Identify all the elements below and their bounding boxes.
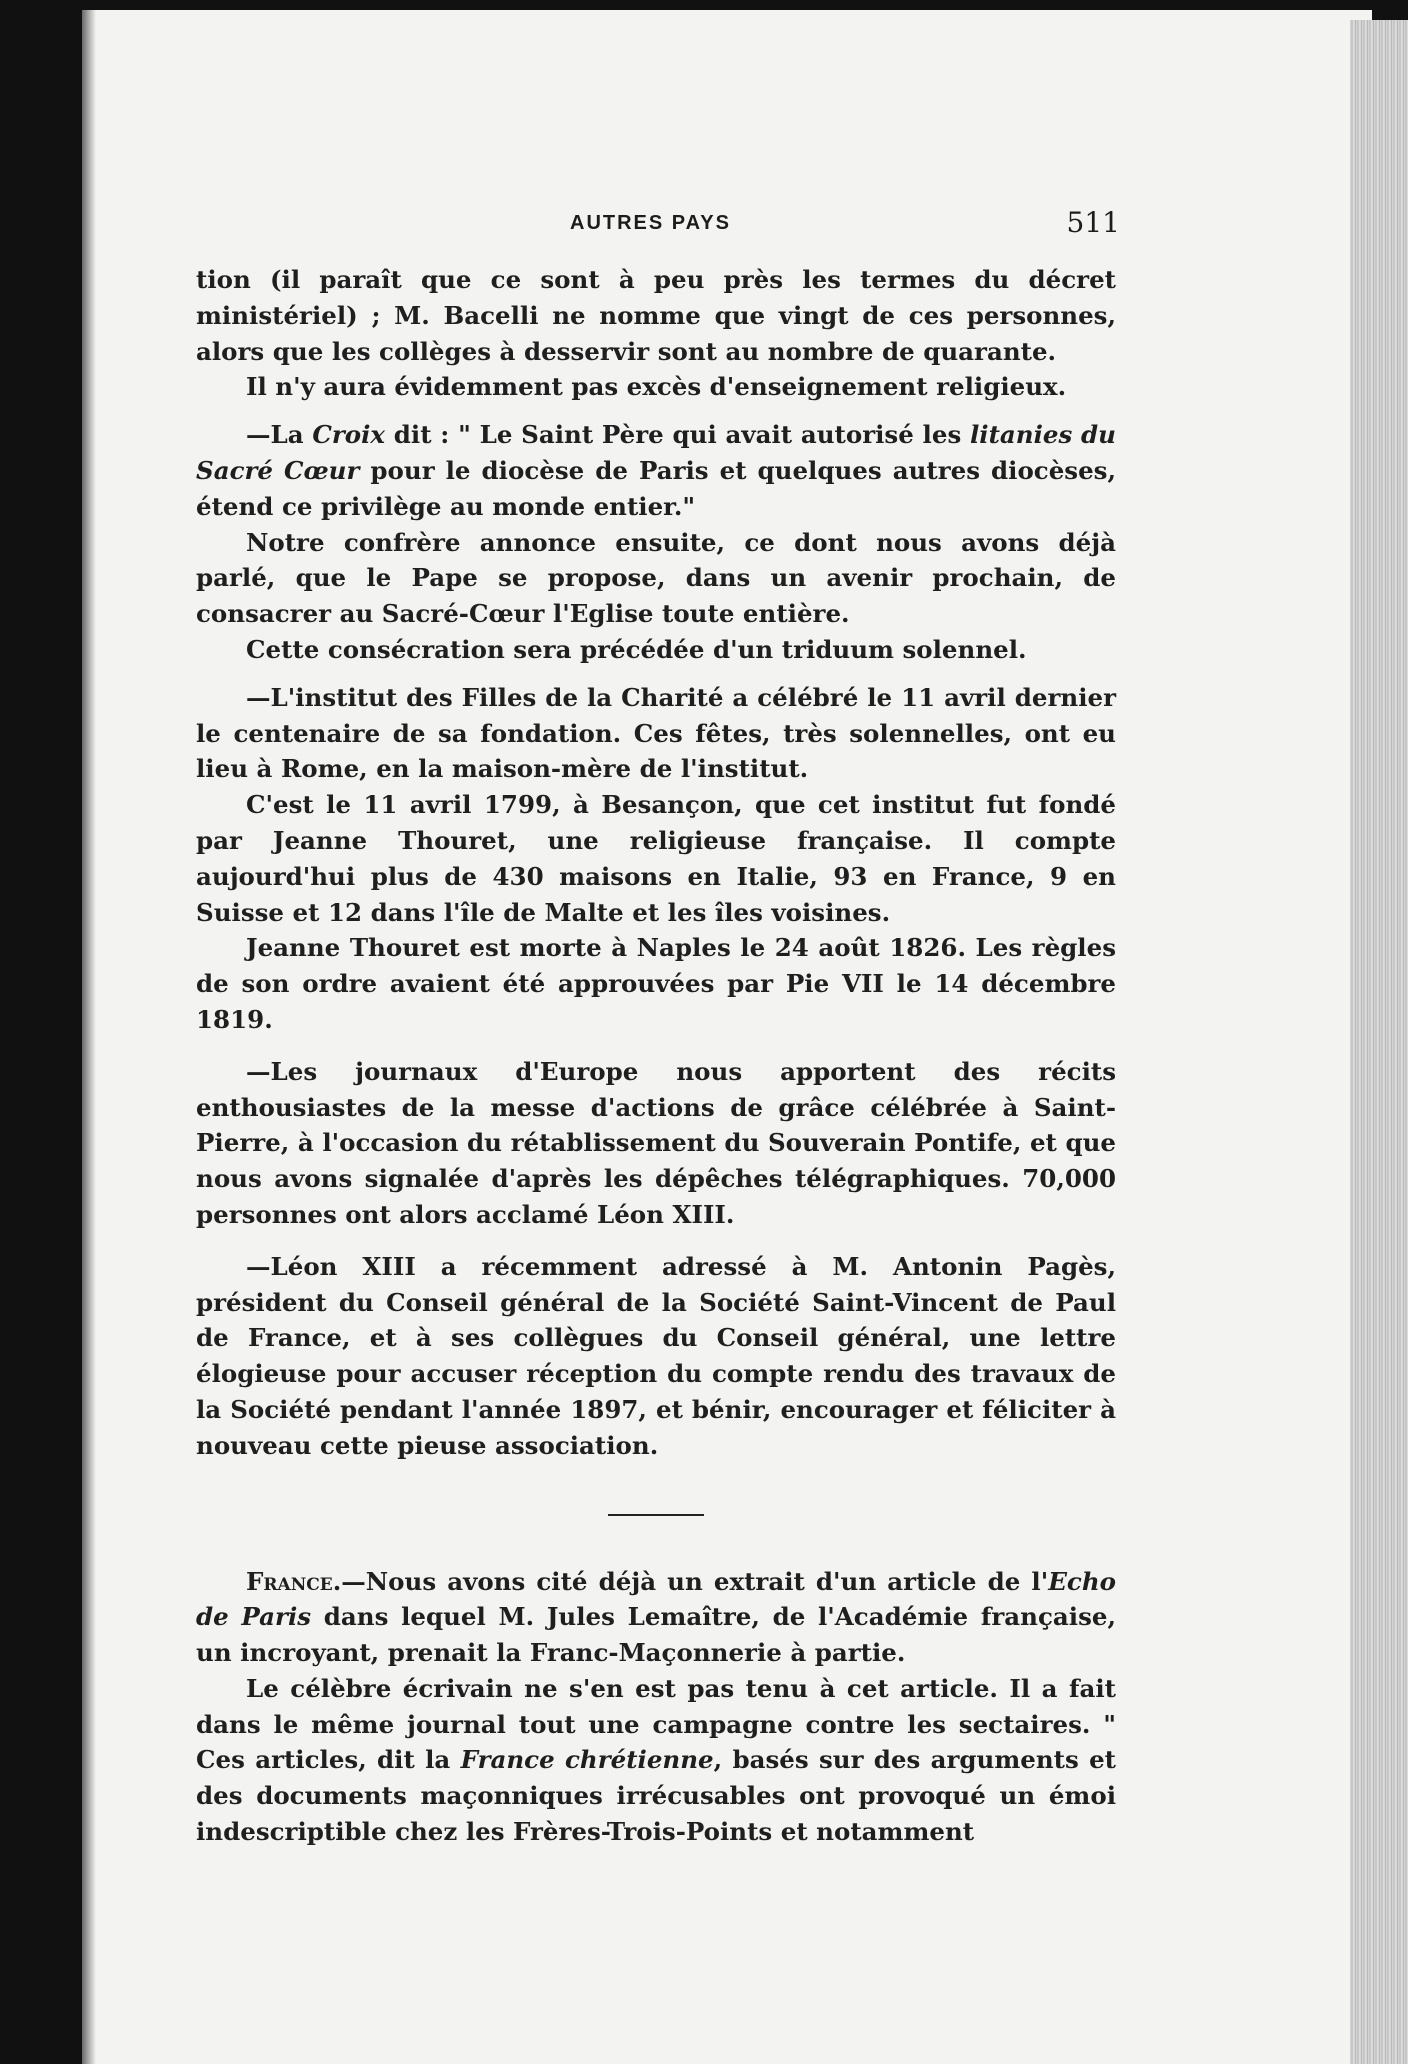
paragraph-gap bbox=[196, 1038, 1116, 1054]
text-run: pour le diocèse de Paris et quelques autres diocèses, étend ce privilège au monde entier." bbox=[196, 455, 1116, 521]
text-run: —Nous avons cité déjà un extrait d'un article de l' bbox=[341, 1566, 1049, 1596]
paragraph-gap bbox=[196, 405, 1116, 417]
text-run: —La bbox=[246, 420, 313, 450]
text-run: , basés sur des arguments et des documents maçonniques irrécusables ont provoqué un émoi indescriptible chez les Frères-Trois-Points et notamment bbox=[196, 1745, 1116, 1847]
paragraph-gap bbox=[196, 1233, 1116, 1249]
text-run: dans lequel M. Jules Lemaître, de l'Académie française, un incroyant, prenait la Franc-Maçonnerie à partie. bbox=[196, 1602, 1116, 1668]
paragraph: C'est le 11 avril 1799, à Besançon, que cet institut fut fondé par Jeanne Thouret, une religieuse française. Il compte aujourd'hui plus de 430 maisons en Italie, 93 en France, 9 en Suisse et 12 dans l'île de Malte et les îles voisines. bbox=[196, 790, 1116, 927]
section-break bbox=[196, 1464, 1116, 1564]
paragraph: Notre confrère annonce ensuite, ce dont nous avons déjà parlé, que le Pape se propose, dans un avenir prochain, de consacrer au Sacré-Cœur l'Eglise toute entière. bbox=[196, 527, 1116, 629]
paragraph-gap bbox=[196, 668, 1116, 680]
italic-title: France chrétienne bbox=[460, 1745, 714, 1775]
paragraph: Jeanne Thouret est morte à Naples le 24 août 1826. Les règles de son ordre avaient été approuvées par Pie VII le 14 décembre 1819. bbox=[196, 933, 1116, 1034]
paragraph: Cette consécration sera précédée d'un triduum solennel. bbox=[246, 634, 1027, 664]
section-rule bbox=[608, 1514, 704, 1516]
paragraph: —L'institut des Filles de la Charité a célébré le 11 avril dernier le centenaire de sa fondation. Ces fêtes, très solennelles, ont eu lieu à Rome, en la maison-mère de l'institut. bbox=[196, 682, 1116, 784]
italic-title: litanies du Sacré Cœur bbox=[196, 420, 1116, 485]
page-edges bbox=[1350, 20, 1408, 2064]
paragraph: Il n'y aura évidemment pas excès d'enseignement religieux. bbox=[246, 372, 1067, 402]
italic-title: Echo de Paris bbox=[196, 1566, 1116, 1632]
text-run: dit : " Le Saint Père qui avait autorisé les bbox=[385, 420, 970, 450]
paragraph bbox=[196, 1671, 1116, 1850]
gutter-shadow bbox=[82, 10, 96, 2064]
paragraph: —Léon XIII a récemment adressé à M. Antonin Pagès, président du Conseil général de la Société Saint-Vincent de Paul de France, et à ses collègues du Conseil général, une lettre élogieuse pour accuser réception du compte rendu des travaux de la Société pendant l'année 1897, et bénir, encourager et féliciter à nouveau cette pieuse association. bbox=[196, 1251, 1116, 1460]
paragraph: tion (il paraît que ce sont à peu près les termes du décret ministériel) ; M. Bacelli ne nomme que vingt de ces personnes, alors que les collèges à desservir sont au nombre de quarante. bbox=[196, 265, 1116, 366]
paragraph bbox=[196, 417, 1116, 524]
italic-title: Croix bbox=[312, 420, 386, 450]
body-text bbox=[196, 262, 1116, 1850]
paragraph: —Les journaux d'Europe nous apportent des récits enthousiastes de la messe d'actions de grâce célébrée à Saint-Pierre, à l'occasion du rétablissement du Souverain Pontife, et que nous avons signalée d'après les dépêches télégraphiques. 70,000 personnes ont alors acclamé Léon XIII. bbox=[196, 1056, 1116, 1229]
page-number: 511 bbox=[1066, 206, 1120, 239]
page-header bbox=[200, 206, 1120, 246]
running-head: AUTRES PAYS bbox=[570, 212, 731, 234]
section-heading: France. bbox=[246, 1566, 342, 1596]
text-run: Le célèbre écrivain ne s'en est pas tenu à cet article. Il a fait dans le même journal tout une campagne contre les sectaires. " Ces articles, dit la bbox=[196, 1673, 1116, 1775]
paragraph bbox=[196, 1564, 1116, 1671]
